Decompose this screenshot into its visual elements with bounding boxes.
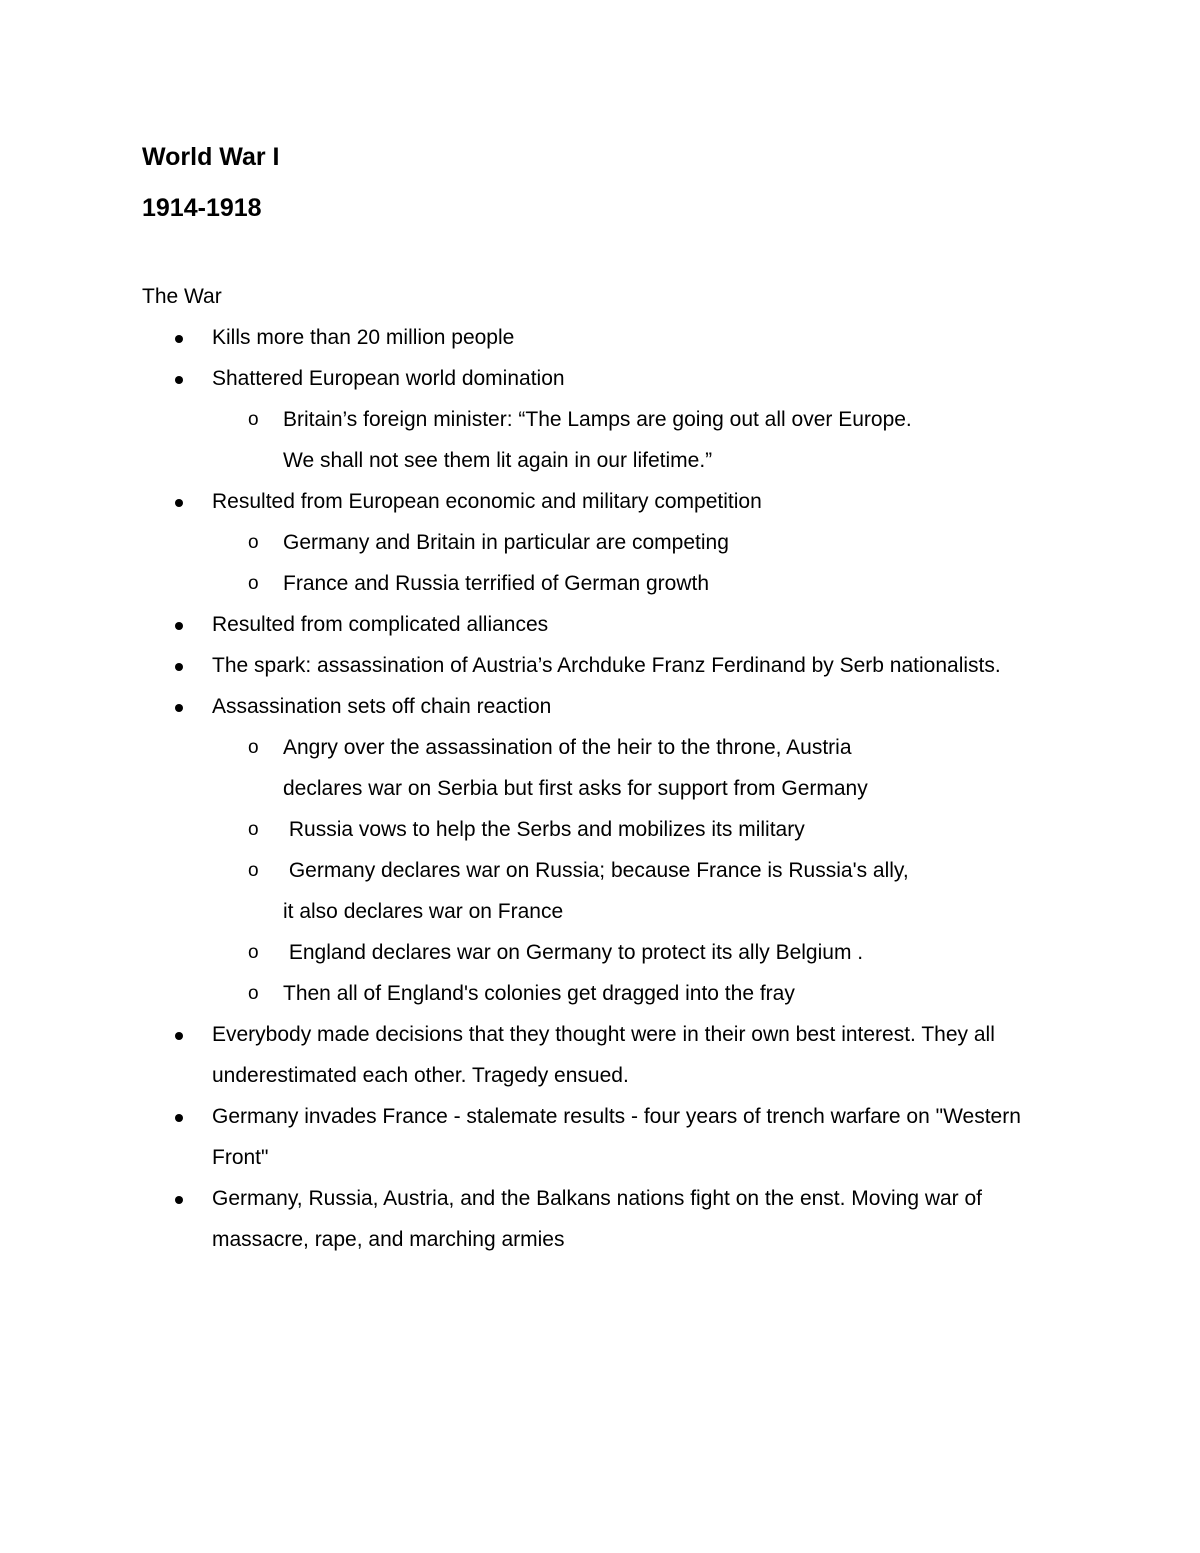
- list-item: [0, 1178, 1200, 1260]
- list-item: [0, 317, 1200, 358]
- circle-bullet-icon: o: [248, 819, 259, 840]
- document-title: World War I: [142, 143, 280, 171]
- bullet-list: [0, 317, 1200, 1260]
- sub-list-item: [0, 727, 1060, 809]
- list-item-text: Shattered European world domination: [212, 367, 565, 390]
- list-item-text: Resulted from European economic and military competition: [212, 490, 762, 513]
- sub-list-item: [0, 973, 1060, 1014]
- sub-list-item: [0, 522, 1060, 563]
- bullet-dot-icon: [175, 663, 183, 671]
- circle-bullet-icon: o: [248, 983, 259, 1004]
- sub-list-item-text: Angry over the assassination of the heir to the throne, Austria declares war on Serbia but first asks for support from Germany: [283, 736, 868, 800]
- list-item-text: Kills more than 20 million people: [212, 326, 515, 349]
- circle-bullet-icon: o: [248, 860, 259, 881]
- list-item: [0, 1014, 1200, 1096]
- sub-list-item-text: Germany declares war on Russia; because France is Russia's ally, it also declares war on France: [283, 859, 915, 923]
- circle-bullet-icon: o: [248, 737, 259, 758]
- circle-bullet-icon: o: [248, 532, 259, 553]
- list-item: [0, 686, 1200, 1014]
- sub-list-item-text: Russia vows to help the Serbs and mobilizes its military: [283, 818, 805, 841]
- sub-list-item: [0, 809, 1060, 850]
- bullet-dot-icon: [175, 499, 183, 507]
- sub-list-item: [0, 399, 1060, 481]
- bullet-dot-icon: [175, 1196, 183, 1204]
- bullet-dot-icon: [175, 704, 183, 712]
- sub-list-item-text: Britain’s foreign minister: “The Lamps are going out all over Europe. We shall not see them lit again in our lifetime.”: [283, 408, 918, 472]
- list-item-text: The spark: assassination of Austria’s Archduke Franz Ferdinand by Serb nationalists.: [212, 654, 1001, 677]
- bullet-dot-icon: [175, 335, 183, 343]
- sub-list-item-text: Then all of England's colonies get dragged into the fray: [283, 982, 795, 1005]
- sub-list-item: [0, 563, 1060, 604]
- bullet-dot-icon: [175, 376, 183, 384]
- sub-list-item: [0, 850, 1060, 932]
- list-item-text: Germany invades France - stalemate results - four years of trench warfare on "Western Front": [212, 1105, 1021, 1169]
- sub-list: [212, 399, 1060, 481]
- list-item-text: Resulted from complicated alliances: [212, 613, 549, 636]
- sub-list-item: [0, 932, 1060, 973]
- bullet-dot-icon: [175, 622, 183, 630]
- bullet-dot-icon: [175, 1032, 183, 1040]
- sub-list-item-text: France and Russia terrified of German growth: [283, 572, 710, 595]
- list-item-text: Everybody made decisions that they thought were in their own best interest. They all underestimated each other. Tragedy ensued.: [212, 1023, 995, 1087]
- list-item: [0, 645, 1200, 686]
- circle-bullet-icon: o: [248, 573, 259, 594]
- sub-list: [212, 727, 1060, 1014]
- circle-bullet-icon: o: [248, 409, 259, 430]
- list-item: [0, 1096, 1200, 1178]
- sub-list-item-text: Germany and Britain in particular are competing: [283, 531, 729, 554]
- list-item: [0, 358, 1200, 481]
- list-item: [0, 481, 1200, 604]
- document-years: 1914-1918: [142, 194, 262, 222]
- list-item-text: Germany, Russia, Austria, and the Balkans nations fight on the enst. Moving war of massacre, rape, and marching armies: [212, 1187, 983, 1251]
- section-heading: The War: [142, 285, 222, 308]
- list-item-text: Assassination sets off chain reaction: [212, 695, 552, 718]
- list-item: [0, 604, 1200, 645]
- circle-bullet-icon: o: [248, 942, 259, 963]
- sub-list-item-text: England declares war on Germany to protect its ally Belgium .: [283, 941, 864, 964]
- bullet-dot-icon: [175, 1114, 183, 1122]
- sub-list: [212, 522, 1060, 604]
